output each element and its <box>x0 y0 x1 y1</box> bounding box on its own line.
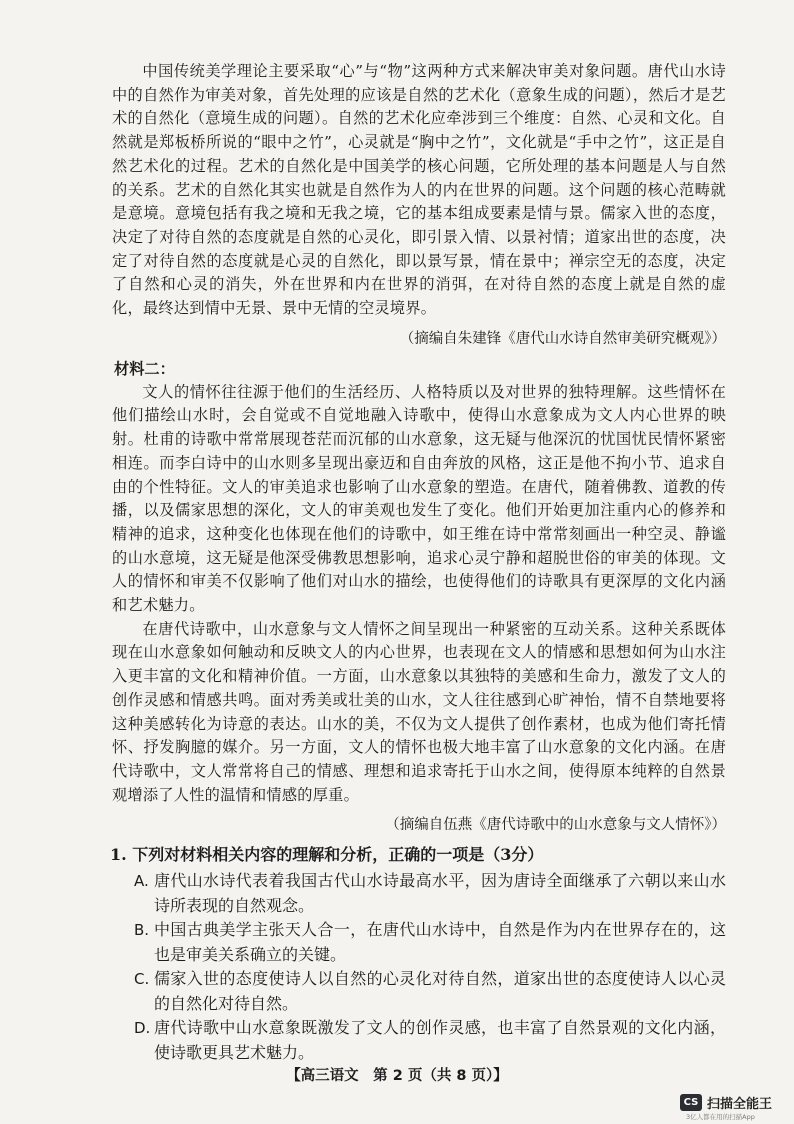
option-c-letter: C. <box>134 970 150 989</box>
option-d <box>134 1016 726 1065</box>
material1-paragraph: 中国传统美学理论主要采取“心”与“物”这两种方式来解决审美对象问题。唐代山水诗中的自然作为审美对象，首先处理的应该是自然的艺术化（意象生成的问题），然后才是艺术的自然化（意境生成的问题）。自然的艺术化应牵涉到三个维度：自然、心灵和文化。自然就是郑板桥所说的“眼中之竹”，心灵就是“胸中之竹”，文化就是“手中之竹”，这正是自然艺术化的过程。艺术的自然化是中国美学的核心问题，它所处理的基本问题是人与自然的关系。艺术的自然化其实也就是自然作为人的内在世界的问题。这个问题的核心范畴就是意境。意境包括有我之境和无我之境，它的基本组成要素是情与景。儒家入世的态度，决定了对待自然的态度就是自然的心灵化，即引景入情、以景衬情；道家出世的态度，决定了对待自然的态度就是心灵的自然化，即以景写景，情在景中；禅宗空无的态度，决定了自然和心灵的消失，外在世界和内在世界的消弭，在对待自然的态度上就是自然的虚化，最终达到情中无景、景中无情的空灵境界。 <box>112 62 726 318</box>
material2-heading: 材料二： <box>114 359 175 378</box>
option-b-letter: B. <box>134 921 150 940</box>
option-c <box>134 967 726 1016</box>
option-c-text: 儒家入世的态度使诗人以自然的心灵化对待自然，道家出世的态度使诗人以心灵的自然化对待自然。 <box>154 969 726 1013</box>
scanner-tagline: 3亿人都在用的扫描App <box>686 1113 755 1121</box>
question-1-stem: 1. 下列对材料相关内容的理解和分析，正确的一项是（3分） <box>110 845 544 865</box>
option-b <box>134 918 726 967</box>
page-footer: 【高三语文 第 2 页（共 8 页）】 <box>286 1068 508 1084</box>
option-d-letter: D. <box>134 1019 151 1038</box>
reading-passage <box>112 60 726 1065</box>
option-b-text: 中国古典美学主张天人合一，在唐代山水诗中，自然是作为内在世界存在的，这也是审美关系确立的关键。 <box>154 920 726 964</box>
scanner-brand-name: 扫描全能王 <box>707 1096 773 1112</box>
scanner-watermark <box>680 1090 772 1114</box>
option-a <box>134 869 726 918</box>
material2-paragraph-1: 文人的情怀往往源于他们的生活经历、人格特质以及对世界的独特理解。这些情怀在他们描绘山水时，会自觉或不自觉地融入诗歌中，使得山水意象成为文人内心世界的映射。杜甫的诗歌中常常展现苍茫而沉郁的山水意象，这无疑与他深沉的忧国忧民情怀紧密相连。而李白诗中的山水则多呈现出豪迈和自由奔放的风格，这正是他不拘小节、追求自由的个性特征。文人的审美追求也影响了山水意象的塑造。在唐代，随着佛教、道教的传播，以及儒家思想的深化，文人的审美观也发生了变化。他们开始更加注重内心的修养和精神的追求，这种变化也体现在他们的诗歌中，如王维在诗中常常刻画出一种空灵、静谧的山水意境，这无疑是他深受佛教思想影响，追求心灵宁静和超脱世俗的审美的体现。文人的情怀和审美不仅影响了他们对山水的描绘，也使得他们的诗歌具有更深厚的文化内涵和艺术魅力。 <box>112 382 726 615</box>
material2-paragraph-2: 在唐代诗歌中，山水意象与文人情怀之间呈现出一种紧密的互动关系。这种关系既体现在山水意象如何触动和反映文人的内心世界，也表现在文人的情感和思想如何为山水注入更丰富的文化和精神价值。一方面，山水意象以其独特的美感和生命力，激发了文人的创作灵感和情感共鸣。面对秀美或壮美的山水，文人往往感到心旷神怡，情不自禁地要将这种美感转化为诗意的表达。山水的美，不仅为文人提供了创作素材，也成为他们寄托情怀、抒发胸臆的媒介。另一方面，文人的情怀也极大地丰富了山水意象的文化内涵。在唐代诗歌中，文人常常将自己的情感、理想和追求寄托于山水之间，使得原本纯粹的自然景观增添了人性的温情和情感的厚重。 <box>112 619 726 804</box>
material2-source: （摘编自伍燕《唐代诗歌中的山水意象与文人情怀》） <box>385 817 726 834</box>
option-a-letter: A. <box>134 872 149 891</box>
material1-source: （摘编自朱建锋《唐代山水诗自然审美研究概观》） <box>399 330 726 347</box>
camscanner-logo-icon: CS <box>680 1094 702 1111</box>
option-a-text: 唐代山水诗代表着我国古代山水诗最高水平，因为唐诗全面继承了六朝以来山水诗所表现的自然观念。 <box>154 871 726 915</box>
option-d-text: 唐代诗歌中山水意象既激发了文人的创作灵感，也丰富了自然景观的文化内涵，使诗歌更具艺术魅力。 <box>154 1018 726 1062</box>
